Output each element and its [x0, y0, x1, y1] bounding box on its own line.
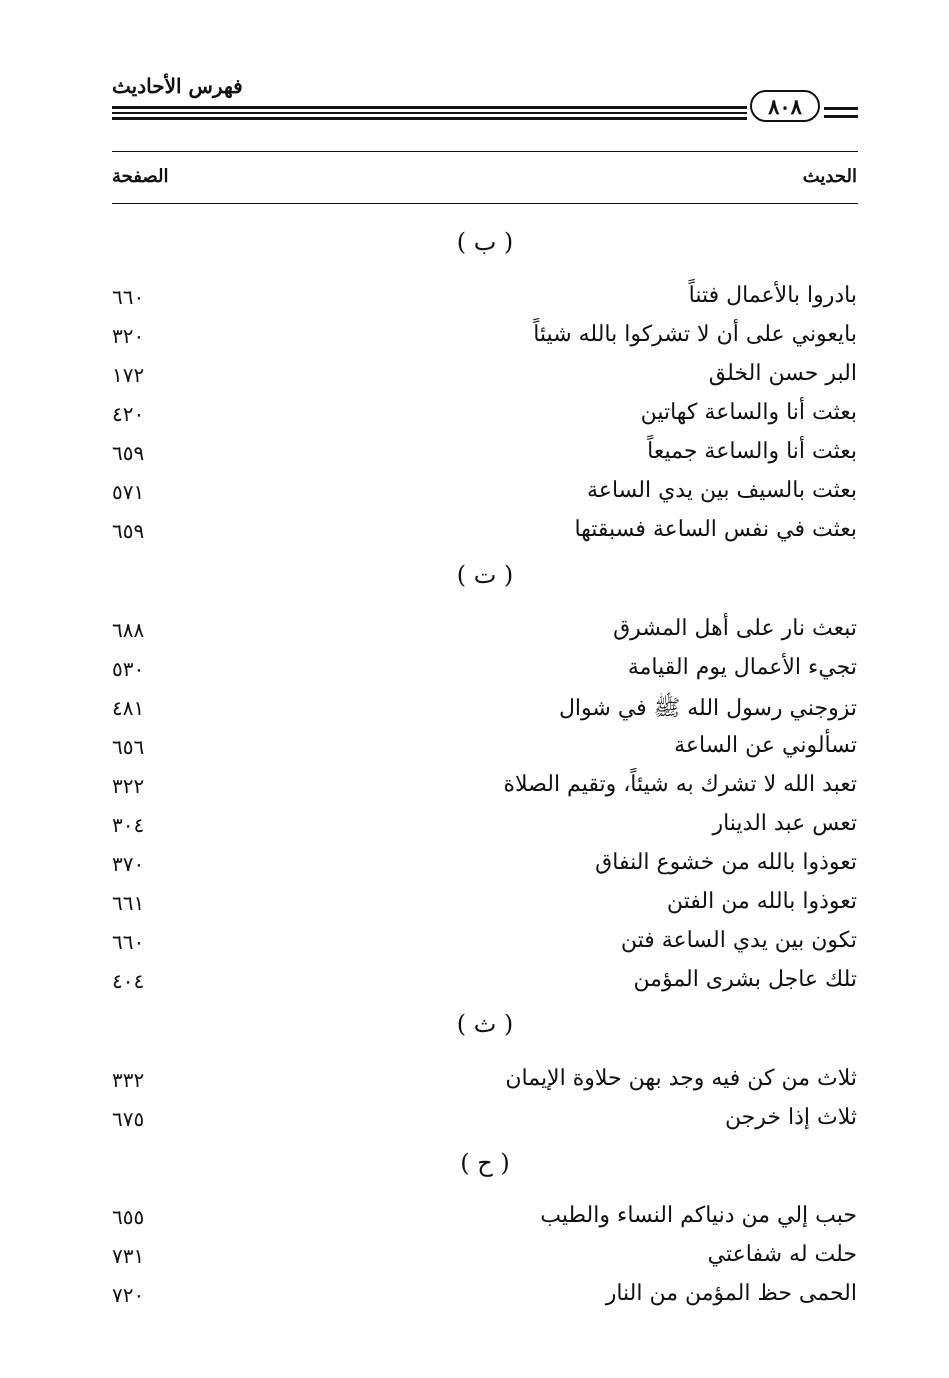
page-ref: ٦٨٨	[112, 618, 145, 642]
hadith-text: حلت له شفاعتي	[707, 1242, 857, 1267]
page-ref: ٤٠٤	[112, 969, 145, 993]
page-ref: ٦٦٠	[112, 930, 145, 954]
page-ref: ٤٨١	[112, 696, 145, 720]
hadith-text: تعوذوا بالله من خشوع النفاق	[595, 850, 857, 875]
page-ref: ٦٥٦	[112, 735, 145, 759]
column-header-page: الصفحة	[112, 166, 169, 187]
index-entry	[0, 811, 949, 845]
hadith-text: الحمى حظ المؤمن من النار	[605, 1281, 857, 1306]
hadith-text: تكون بين يدي الساعة فتن	[620, 928, 857, 953]
index-entry	[0, 1281, 949, 1315]
page-ref: ٦٧٥	[112, 1107, 145, 1131]
hadith-text: حبب إلي من دنياكم النساء والطيب	[540, 1203, 857, 1228]
header-rule	[112, 106, 747, 109]
index-entry	[0, 850, 949, 884]
index-entry	[0, 322, 949, 356]
header-rule	[112, 117, 747, 120]
index-entry	[0, 616, 949, 650]
hadith-text: بايعوني على أن لا تشركوا بالله شيئاً	[533, 322, 857, 347]
index-entry	[0, 478, 949, 512]
hadith-text: تسألوني عن الساعة	[674, 733, 857, 758]
index-entry	[0, 1242, 949, 1276]
page-ref: ٦٥٩	[112, 519, 145, 543]
header-rule	[824, 107, 858, 110]
index-entry	[0, 439, 949, 473]
index-entry	[0, 772, 949, 806]
header-rule	[112, 112, 747, 114]
hadith-text: ثلاث إذا خرجن	[724, 1105, 857, 1130]
index-entry	[0, 517, 949, 551]
page-ref: ٣٣٢	[112, 1068, 145, 1092]
page-number	[750, 90, 820, 122]
page-ref: ٤٢٠	[112, 402, 145, 426]
index-entry	[0, 928, 949, 962]
page-ref: ٣٧٠	[112, 852, 145, 876]
index-entry	[0, 655, 949, 689]
header-rule	[824, 115, 858, 118]
index-entry	[0, 283, 949, 317]
index-entry	[0, 1105, 949, 1139]
page-ref: ٣٢٢	[112, 774, 145, 798]
page-ref: ٦٦١	[112, 891, 145, 915]
index-entry	[0, 400, 949, 434]
hadith-text: بعثت في نفس الساعة فسبقتها	[574, 517, 857, 542]
index-entry	[0, 889, 949, 923]
page-number-text: ٨٠٨	[768, 93, 802, 119]
hadith-text: تلك عاجل بشرى المؤمن	[633, 967, 857, 992]
page-ref: ٦٦٠	[112, 285, 145, 309]
section-letter: ( ث )	[456, 1010, 514, 1038]
section-letter: ( ت )	[456, 561, 514, 589]
hadith-text: تجيء الأعمال يوم القيامة	[627, 655, 857, 680]
hadith-text: تعبد الله لا تشرك به شيئاً، وتقيم الصلاة	[503, 772, 857, 797]
page-ref: ١٧٢	[112, 363, 145, 387]
hadith-text: بعثت أنا والساعة جميعاً	[647, 439, 857, 464]
index-entry	[0, 1066, 949, 1100]
page-ref: ٣٢٠	[112, 324, 145, 348]
index-entry	[0, 967, 949, 1001]
page-ref: ٧٣١	[112, 1244, 145, 1268]
column-header-top-rule	[112, 151, 858, 152]
index-entry	[0, 694, 949, 728]
column-header-bottom-rule	[112, 203, 858, 204]
hadith-text: بعثت أنا والساعة كهاتين	[640, 400, 857, 425]
hadith-text: البر حسن الخلق	[708, 361, 857, 386]
hadith-text: ثلاث من كن فيه وجد بهن حلاوة الإيمان	[505, 1066, 857, 1091]
page-ref: ٦٥٩	[112, 441, 145, 465]
page-ref: ٥٧١	[112, 480, 145, 504]
column-header-hadith: الحديث	[802, 166, 857, 187]
index-entry	[0, 361, 949, 395]
page-ref: ٥٣٠	[112, 657, 145, 681]
hadith-text: بعثت بالسيف بين يدي الساعة	[587, 478, 857, 503]
section-letter: ( ح )	[460, 1149, 510, 1177]
hadith-text: تبعث نار على أهل المشرق	[613, 616, 857, 641]
hadith-text: تعس عبد الدينار	[712, 811, 857, 836]
running-title: فهرس الأحاديث	[112, 74, 243, 98]
page-ref: ٧٢٠	[112, 1283, 145, 1307]
hadith-text: بادروا بالأعمال فتناً	[688, 283, 857, 308]
page-ref: ٦٥٥	[112, 1205, 145, 1229]
index-entry	[0, 1203, 949, 1237]
index-entry	[0, 733, 949, 767]
hadith-text: تعوذوا بالله من الفتن	[666, 889, 857, 914]
hadith-text: تزوجني رسول الله ﷺ في شوال	[558, 696, 857, 721]
page-ref: ٣٠٤	[112, 813, 145, 837]
section-letter: ( ب )	[456, 228, 514, 256]
